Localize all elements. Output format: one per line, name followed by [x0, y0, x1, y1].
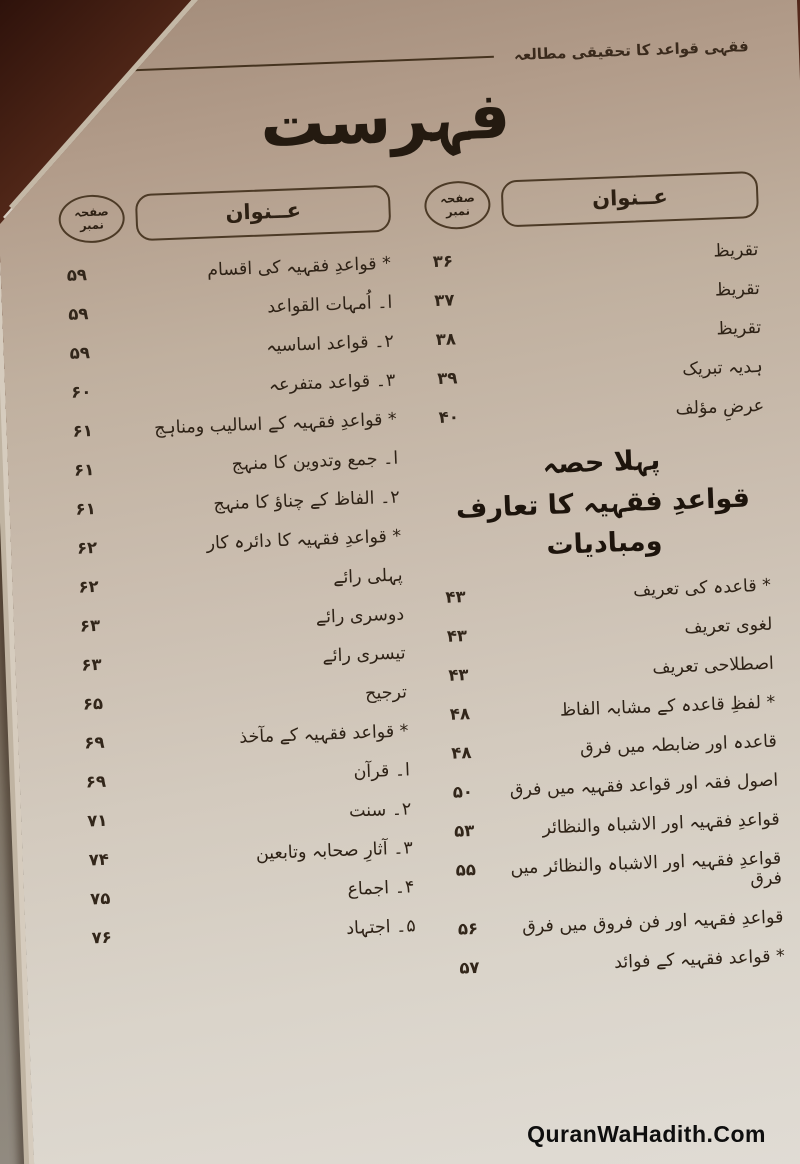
toc-entry-title: تقریظ [716, 317, 762, 340]
toc-entry-title: ا۔ اُمہات القواعد [266, 292, 393, 317]
toc-entry-title: دوسری رائے [315, 603, 405, 628]
toc-entry-title: * قواعدِ فقہیہ کا دائرہ کار [206, 526, 402, 554]
toc-entry-title: * قواعدِ فقہیہ کی اقسام [206, 253, 392, 281]
toc-entry-title: ۴۔ اجماع [347, 876, 415, 900]
toc-entry-title: ۵۔ اجتہاد [345, 915, 417, 939]
toc-entry-page: ۷۴ [88, 849, 110, 869]
header-rule [112, 56, 495, 72]
toc-entry-page: ۵۰ [452, 782, 474, 802]
toc-column-right [424, 170, 788, 988]
toc-entry-page: ۶۲ [76, 537, 98, 558]
toc-entry-page: ۵۶ [457, 918, 479, 939]
toc-entry-title: ۳۔ قواعد متفرعہ [268, 370, 396, 395]
title-header-box: عــنوان [135, 184, 392, 241]
toc-list-left [60, 244, 418, 958]
toc-entry-page: ۶۳ [79, 615, 101, 636]
page-number-oval: صفحہ نمبر [424, 180, 492, 230]
toc-entry-title: عرضِ مؤلف [675, 395, 765, 419]
toc-entry-page: ۴۳ [448, 665, 469, 685]
toc-entry-title: قواعدِ فقہیہ اور الاشباہ والنظائر [542, 809, 781, 839]
toc-entry-title: تیسری رائے [322, 642, 406, 667]
toc-entry-page: ۶۳ [81, 654, 102, 675]
toc-list-right-top [426, 230, 767, 437]
toc-entry-page: ۶۵ [82, 693, 104, 714]
toc-entry-title: قواعدِ فقہیہ اور الاشباہ والنظائر میں فرق [510, 848, 783, 890]
toc-entry-page: ۴۳ [446, 626, 468, 646]
toc-list-right-bottom [439, 566, 788, 988]
watermark-text: QuranWaHadith.Com [527, 1121, 766, 1147]
toc-entry-page: ۳۹ [436, 367, 458, 388]
column-header-left [58, 184, 392, 244]
toc-columns [48, 170, 788, 1003]
toc-entry-title: * قاعدہ کی تعریف [632, 575, 772, 601]
toc-entry-page: ۷۱ [86, 810, 108, 831]
toc-entry-page: ۶۱ [73, 459, 95, 480]
toc-entry-title: ۲۔ الفاظ کے چناؤ کا منہج [213, 487, 401, 515]
toc-entry-page: ۶۱ [72, 420, 94, 441]
toc-entry-title: اصطلاحی تعریف [652, 653, 775, 679]
toc-entry-title: * لفظِ قاعدہ کے مشابہ الفاظ [559, 692, 776, 721]
toc-entry-title: قواعدِ فقہیہ اور فن فروق میں فرق [521, 907, 784, 938]
toc-entry-title: اصول فقہ اور قواعد فقہیہ میں فرق [509, 770, 779, 801]
toc-entry-page: ۴۳ [445, 587, 466, 607]
toc-entry-title: ا۔ جمع وتدوین کا منہج [231, 448, 399, 475]
toc-entry-title: ا۔ قرآن [353, 759, 411, 782]
toc-entry-page: ۷۶ [91, 927, 113, 947]
toc-entry-title: ۲۔ سنت [348, 798, 412, 822]
toc-entry-title: قاعدہ اور ضابطہ میں فرق [579, 731, 778, 759]
toc-entry-page: ۵۵ [455, 859, 477, 880]
toc-entry-title: * قواعدِ فقہیہ کے اسالیب ومناہج [153, 409, 398, 439]
toc-entry-page: ۳۶ [432, 250, 454, 271]
column-header-right [424, 170, 759, 230]
toc-entry-title: لغوی تعریف [684, 614, 773, 638]
toc-entry-title: پہلی رائے [332, 565, 403, 588]
toc-entry-page: ۴۰ [438, 406, 460, 427]
toc-column-left [48, 184, 420, 1003]
section-heading-line2: قواعدِ فقہیہ کا تعارف [455, 481, 751, 524]
toc-entry-title: ہدیہ تبریک [681, 356, 764, 380]
toc-entry-title: ترجیح [364, 681, 408, 704]
section-heading-line1: پہلا حصہ [541, 444, 661, 481]
toc-entry-page: ۵۹ [67, 303, 89, 324]
toc-entry-page: ۷۵ [89, 888, 111, 908]
toc-entry-page: ۵۹ [69, 342, 91, 363]
toc-entry-page: ۶۹ [83, 732, 105, 753]
toc-entry-page: ۳۸ [435, 328, 457, 349]
toc-entry-title: * قواعد فقہیہ کے مآخذ [238, 720, 409, 748]
toc-entry-title: تقریظ [713, 239, 759, 262]
toc-entry-page: ۵۹ [66, 264, 88, 285]
toc-entry-title: ۲۔ قواعد اساسیہ [265, 331, 395, 356]
page-title: فہرست [258, 79, 512, 163]
toc-entry-title: تقریظ [714, 278, 761, 301]
toc-entry-page: ۵۳ [453, 821, 475, 841]
toc-entry-title: ۳۔ آثارِ صحابہ وتابعین [255, 837, 414, 864]
page-number-oval: صفحہ نمبر [58, 194, 126, 244]
toc-entry-page: ۶۲ [78, 576, 99, 597]
toc-entry-page: ۵۷ [459, 957, 480, 978]
section-heading [434, 437, 772, 571]
toc-entry-page: ۶۹ [85, 771, 107, 792]
running-header: فقہی قواعد کا تحقیقی مطالعہ [513, 37, 750, 64]
toc-entry-page: ۳۷ [433, 289, 455, 310]
section-heading-line3: ومبادیات [545, 525, 663, 562]
toc-entry-page: ۴۸ [449, 704, 471, 724]
title-header-box: عــنوان [501, 170, 759, 227]
toc-entry-page: ۶۱ [75, 498, 97, 519]
toc-entry-page: ۶۰ [70, 381, 92, 402]
toc-entry-title: * قواعد فقہیہ کے فوائد [613, 946, 786, 973]
toc-entry-page: ۴۸ [450, 743, 472, 763]
